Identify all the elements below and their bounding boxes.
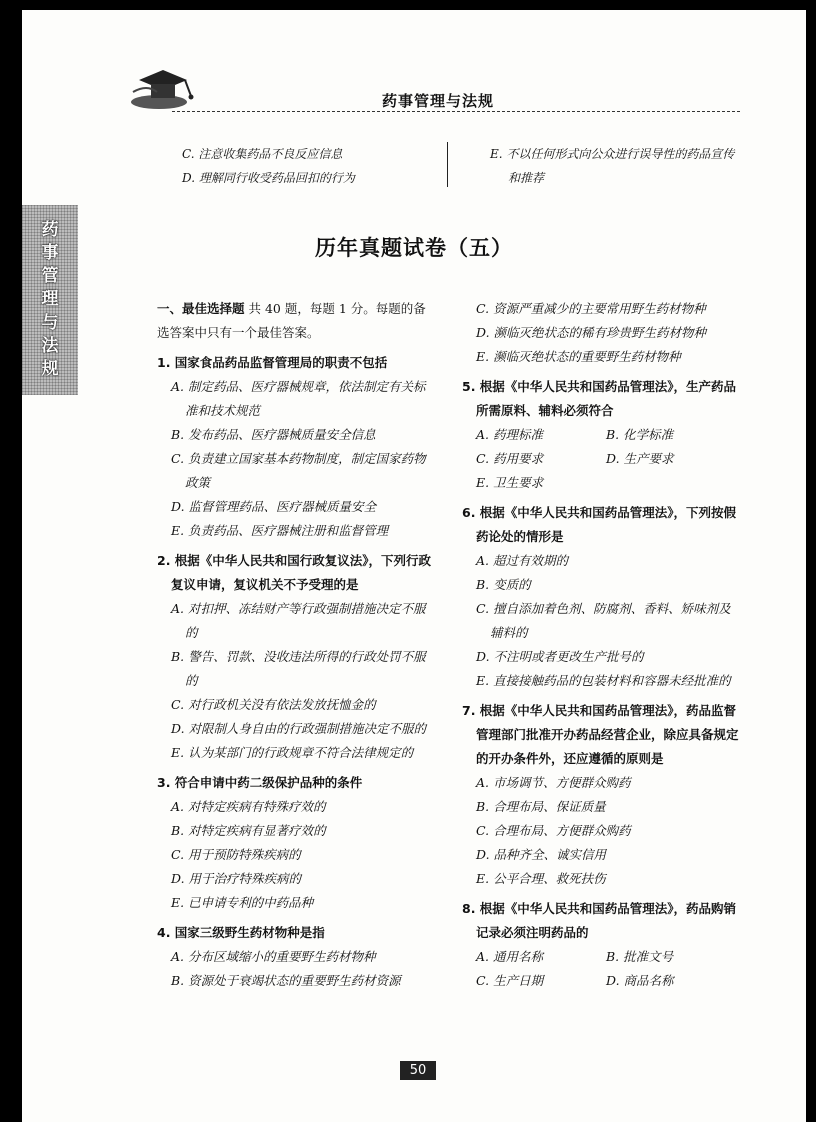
option: D. 对限制人身自由的行政强制措施决定不服的: [171, 721, 427, 736]
option: D. 品种齐全、诚实信用: [476, 847, 607, 862]
option: E. 认为某部门的行政规章不符合法律规定的: [171, 745, 414, 760]
question-stem: 5. 根据《中华人民共和国药品管理法》，生产药品所需原料、辅料必须符合: [462, 379, 737, 418]
option: B. 资源处于衰竭状态的重要野生药材资源: [171, 973, 401, 988]
option: E. 直接接触药品的包装材料和容器未经批准的: [476, 673, 731, 688]
option: C. 生产日期: [476, 973, 544, 988]
option: A. 通用名称: [476, 949, 543, 964]
option: D. 监督管理药品、医疗器械质量安全: [171, 499, 377, 514]
question-stem: 6. 根据《中华人民共和国药品管理法》，下列按假药论处的情形是: [462, 505, 737, 544]
option: C. 负责建立国家基本药物制度，制定国家药物政策: [171, 451, 426, 490]
option: E. 濒临灭绝状态的重要野生药材物种: [476, 349, 681, 364]
question-stem: 4. 国家三级野生药材物种是指: [157, 925, 325, 940]
header-rule: [172, 111, 740, 112]
question-stem: 8. 根据《中华人民共和国药品管理法》，药品购销记录必须注明药品的: [462, 901, 737, 940]
option-row: [462, 945, 740, 969]
option: A. 药理标准: [476, 427, 543, 442]
option: B. 对特定疾病有显著疗效的: [171, 823, 326, 838]
column-divider: [447, 142, 448, 187]
question-2: [157, 549, 437, 765]
option: B. 发布药品、医疗器械质量安全信息: [171, 427, 376, 442]
left-column: [157, 297, 437, 993]
option: E. 卫生要求: [476, 475, 544, 490]
option: C. 资源严重减少的主要常用野生药材物种: [476, 301, 706, 316]
option-row: [462, 423, 740, 447]
option: A. 对特定疾病有特殊疗效的: [171, 799, 326, 814]
option: D. 用于治疗特殊疾病的: [171, 871, 302, 886]
option: D. 商品名称: [606, 973, 674, 988]
section-heading: [157, 297, 437, 345]
option: C. 用于预防特殊疾病的: [171, 847, 301, 862]
option: B. 批准文号: [606, 949, 674, 964]
question-4: [157, 921, 437, 993]
option: E. 公平合理、救死扶伤: [476, 871, 606, 886]
option: A. 市场调节、方便群众购药: [476, 775, 631, 790]
page-number: 50: [400, 1061, 436, 1080]
option: C. 擅自添加着色剂、防腐剂、香料、矫味剂及辅料的: [476, 601, 731, 640]
option: D. 理解同行收受药品回扣的行为: [182, 171, 355, 185]
graduation-cap-icon: [127, 62, 197, 112]
option: D. 濒临灭绝状态的稀有珍贵野生药材物种: [476, 325, 707, 340]
continuation-left: [182, 142, 355, 190]
question-3: [157, 771, 437, 915]
question-stem: 3. 符合申请中药二级保护品种的条件: [157, 775, 363, 790]
side-tab-char: 理: [41, 289, 59, 310]
question-4-continued: [462, 297, 740, 369]
option: C. 药用要求: [476, 451, 544, 466]
option: C. 合理布局、方便群众购药: [476, 823, 631, 838]
header-title: 药事管理与法规: [382, 92, 495, 110]
option: A. 分布区域缩小的重要野生药材物种: [171, 949, 376, 964]
option: A. 制定药品、医疗器械规章，依法制定有关标准和技术规范: [171, 379, 426, 418]
option: B. 化学标准: [606, 427, 674, 442]
side-tab-char: 规: [41, 358, 59, 379]
side-tab-char: 管: [41, 266, 59, 287]
continuation-right: [490, 142, 738, 190]
option: E. 已申请专利的中药品种: [171, 895, 314, 910]
side-tab-char: 法: [41, 335, 59, 356]
question-7: [462, 699, 740, 891]
page: [22, 10, 806, 1122]
question-6: [462, 501, 740, 693]
question-8: [462, 897, 740, 993]
side-tab-char: 药: [41, 220, 59, 241]
section-label: 一、最佳选择题: [157, 301, 245, 316]
option-row: [462, 969, 740, 993]
option: B. 合理布局、保证质量: [476, 799, 606, 814]
option: C. 对行政机关没有依法发放抚恤金的: [171, 697, 376, 712]
option: A. 超过有效期的: [476, 553, 568, 568]
option: B. 警告、罚款、没收违法所得的行政处罚不服的: [171, 649, 426, 688]
section-desc: 共 40 题，每题 1 分。每题的备选答案中只有一个最佳答案。: [157, 301, 426, 340]
option: D. 生产要求: [606, 451, 674, 466]
side-tab-char: 与: [41, 312, 59, 333]
question-1: [157, 351, 437, 543]
option: B. 变质的: [476, 577, 531, 592]
option: A. 对扣押、冻结财产等行政强制措施决定不服的: [171, 601, 426, 640]
question-5: [462, 375, 740, 495]
exam-title: 历年真题试卷（五）: [315, 236, 513, 260]
question-stem: 1. 国家食品药品监督管理局的职责不包括: [157, 355, 388, 370]
option: C. 注意收集药品不良反应信息: [182, 147, 343, 161]
side-tab-char: 事: [41, 243, 59, 264]
option: D. 不注明或者更改生产批号的: [476, 649, 644, 664]
right-column: [462, 297, 740, 993]
option: E. 负责药品、医疗器械注册和监督管理: [171, 523, 389, 538]
option-row: [462, 447, 740, 471]
question-stem: 7. 根据《中华人民共和国药品管理法》，药品监督管理部门批准开办药品经营企业，除应具备规定的开办条件外，还应遵循的原则是: [462, 703, 739, 766]
option: E. 不以任何形式向公众进行误导性的药品宣传和推荐: [490, 147, 735, 185]
question-stem: 2. 根据《中华人民共和国行政复议法》，下列行政复议申请，复议机关不予受理的是: [157, 553, 432, 592]
